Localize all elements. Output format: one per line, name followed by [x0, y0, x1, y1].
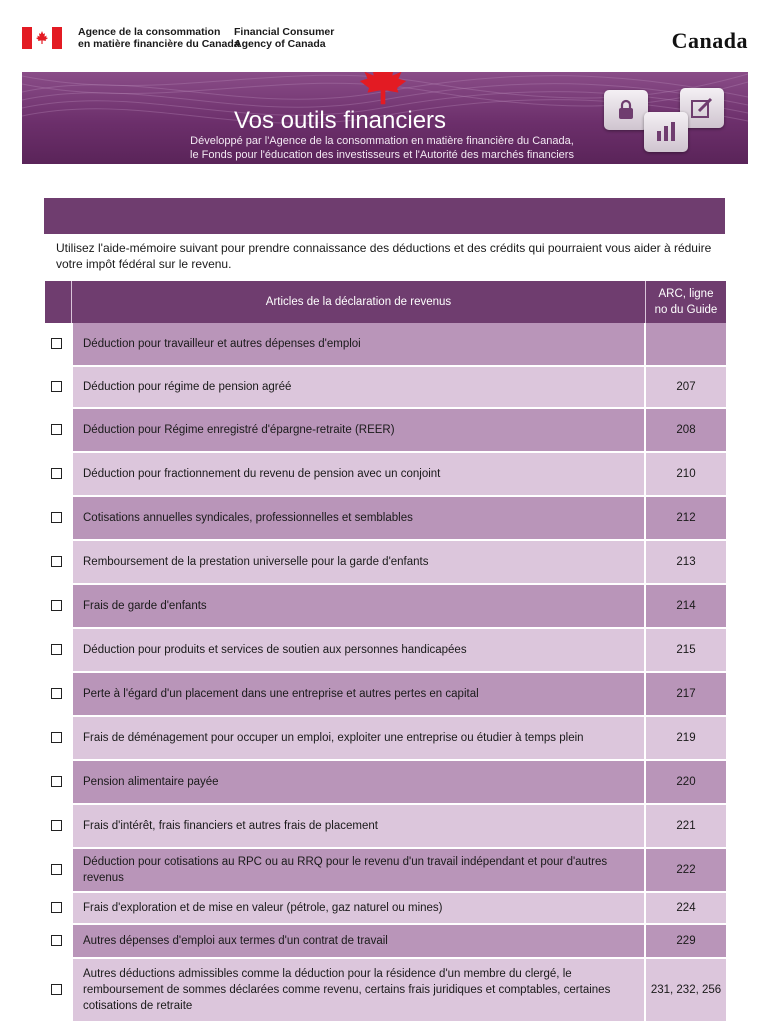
row-line-number: 222	[646, 849, 726, 891]
row-checkbox[interactable]	[51, 776, 62, 787]
header-line-number	[646, 281, 726, 323]
row-item-label: Déduction pour régime de pension agréé	[73, 367, 646, 407]
header-items: Articles de la déclaration de revenus	[72, 281, 646, 323]
hero-banner	[22, 72, 748, 164]
table-row	[45, 367, 726, 409]
row-item-label: Déduction pour fractionnement du revenu de pension avec un conjoint	[73, 453, 646, 495]
agency-en-line1: Financial Consumer	[234, 26, 335, 38]
row-checkbox-cell	[45, 893, 73, 923]
table-row	[45, 761, 726, 805]
row-checkbox[interactable]	[51, 820, 62, 831]
row-line-number: 210	[646, 453, 726, 495]
banner-subtitle	[142, 134, 622, 162]
row-item-label: Déduction pour travailleur et autres dépenses d'emploi	[73, 323, 646, 365]
table-row	[45, 805, 726, 849]
header-line-2: no du Guide	[654, 304, 718, 316]
row-checkbox-cell	[45, 925, 73, 957]
row-item-label: Frais de garde d'enfants	[73, 585, 646, 627]
row-checkbox[interactable]	[51, 338, 62, 349]
row-line-number: 221	[646, 805, 726, 847]
row-checkbox-cell	[45, 409, 73, 451]
bar-chart-tool-icon	[644, 112, 688, 152]
canada-flag-icon	[22, 27, 62, 49]
wordmark-text: Canada	[671, 28, 748, 53]
row-checkbox[interactable]	[51, 381, 62, 392]
row-checkbox-cell	[45, 541, 73, 583]
agency-name-en	[234, 26, 334, 50]
row-line-number	[646, 323, 726, 365]
row-checkbox-cell	[45, 367, 73, 407]
table-row	[45, 409, 726, 453]
header-checkbox-column	[45, 281, 72, 323]
section-title-bar	[44, 198, 725, 234]
row-checkbox-cell	[45, 497, 73, 539]
banner-subtitle-line2: le Fonds pour l'éducation des investisseurs et l'Autorité des marchés financiers	[190, 149, 574, 161]
row-item-label: Déduction pour cotisations au RPC ou au RRQ pour le revenu d'un travail indépendant et pour d'autres revenus	[73, 849, 646, 891]
row-checkbox-cell	[45, 717, 73, 759]
agency-fr-line1: Agence de la consommation	[78, 26, 221, 38]
row-line-number: 217	[646, 673, 726, 715]
deductions-table	[44, 281, 726, 1023]
row-line-number: 207	[646, 367, 726, 407]
row-checkbox-cell	[45, 849, 73, 891]
row-checkbox[interactable]	[51, 732, 62, 743]
agency-fr-line2: en matière financière du Canada	[78, 38, 240, 50]
row-line-number: 215	[646, 629, 726, 671]
intro-text: Utilisez l'aide-mémoire suivant pour prendre connaissance des déductions et des crédits qui pourraient vous aider à réduire votre impôt fédéral sur le revenu.	[56, 241, 712, 271]
row-line-number: 208	[646, 409, 726, 451]
row-checkbox-cell	[45, 453, 73, 495]
row-line-number: 220	[646, 761, 726, 803]
banner-title: Vos outils financiers	[233, 107, 447, 134]
canada-wordmark	[672, 28, 748, 54]
row-line-number: 219	[646, 717, 726, 759]
table-row	[45, 453, 726, 497]
table-header	[45, 281, 726, 323]
row-checkbox-cell	[45, 761, 73, 803]
row-item-label: Frais de déménagement pour occuper un emploi, exploiter une entreprise ou étudier à temps plein	[73, 717, 646, 759]
row-checkbox-cell	[45, 323, 73, 365]
row-item-label: Déduction pour produits et services de soutien aux personnes handicapées	[73, 629, 646, 671]
agency-name-fr	[78, 26, 240, 50]
header-line-1: ARC, ligne	[658, 288, 714, 300]
row-checkbox[interactable]	[51, 468, 62, 479]
row-line-number: 224	[646, 893, 726, 923]
table-row	[45, 323, 726, 367]
banner-subtitle-line1: Développé par l'Agence de la consommation en matière financière du Canada,	[190, 135, 574, 147]
table-row	[45, 849, 726, 893]
row-checkbox-cell	[45, 629, 73, 671]
row-checkbox-cell	[45, 959, 73, 1021]
row-item-label: Frais d'intérêt, frais financiers et autres frais de placement	[73, 805, 646, 847]
table-row	[45, 893, 726, 925]
agency-en-line2: Agency of Canada	[234, 38, 326, 50]
row-checkbox[interactable]	[51, 600, 62, 611]
table-row	[45, 717, 726, 761]
row-checkbox[interactable]	[51, 688, 62, 699]
row-checkbox-cell	[45, 805, 73, 847]
table-row	[45, 629, 726, 673]
government-header	[22, 24, 748, 54]
table-row	[45, 925, 726, 959]
row-checkbox[interactable]	[51, 864, 62, 875]
row-item-label: Autres dépenses d'emploi aux termes d'un contrat de travail	[73, 925, 646, 957]
row-item-label: Perte à l'égard d'un placement dans une entreprise et autres pertes en capital	[73, 673, 646, 715]
table-row	[45, 541, 726, 585]
row-checkbox[interactable]	[51, 512, 62, 523]
lock-tool-icon	[604, 90, 648, 130]
row-item-label: Frais d'exploration et de mise en valeur (pétrole, gaz naturel ou mines)	[73, 893, 646, 923]
row-checkbox[interactable]	[51, 935, 62, 946]
row-checkbox-cell	[45, 585, 73, 627]
row-item-label: Cotisations annuelles syndicales, professionnelles et semblables	[73, 497, 646, 539]
table-row	[45, 585, 726, 629]
maple-leaf-icon	[352, 72, 414, 112]
row-checkbox[interactable]	[51, 984, 62, 995]
row-checkbox[interactable]	[51, 424, 62, 435]
row-line-number: 229	[646, 925, 726, 957]
row-checkbox[interactable]	[51, 902, 62, 913]
table-row	[45, 959, 726, 1023]
row-line-number: 213	[646, 541, 726, 583]
row-line-number: 214	[646, 585, 726, 627]
row-line-number: 231, 232, 256	[646, 959, 726, 1021]
row-checkbox[interactable]	[51, 644, 62, 655]
row-item-label: Pension alimentaire payée	[73, 761, 646, 803]
row-checkbox-cell	[45, 673, 73, 715]
row-item-label: Remboursement de la prestation universelle pour la garde d'enfants	[73, 541, 646, 583]
row-item-label: Autres déductions admissibles comme la déduction pour la résidence d'un membre du clergé, le remboursement de sommes déclarées comme revenu, certains frais juridiques et comptables, certaines cotisations de retraite	[73, 959, 646, 1021]
table-body	[45, 323, 726, 1023]
row-item-label: Déduction pour Régime enregistré d'épargne-retraite (REER)	[73, 409, 646, 451]
table-row	[45, 673, 726, 717]
table-row	[45, 497, 726, 541]
row-checkbox[interactable]	[51, 556, 62, 567]
row-line-number: 212	[646, 497, 726, 539]
